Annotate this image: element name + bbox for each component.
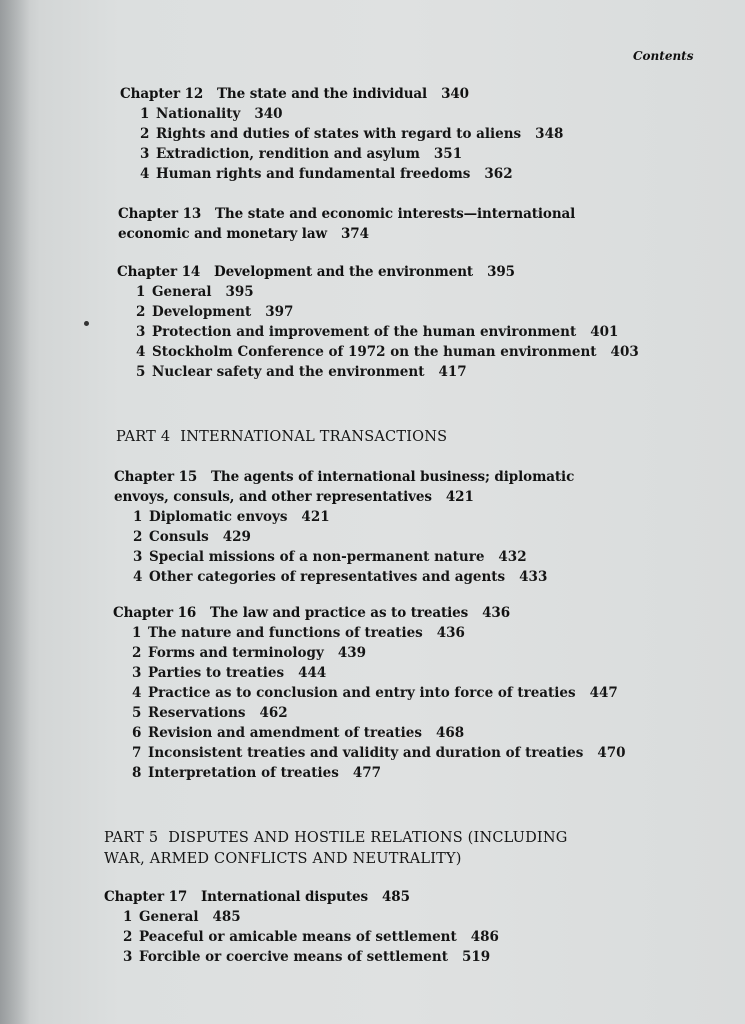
list-item: 7 Inconsistent treaties and validity and duration of treaties 470 bbox=[132, 745, 626, 761]
list-item: 5 Reservations 462 bbox=[132, 705, 288, 721]
list-item: 4 Human rights and fundamental freedoms 362 bbox=[140, 166, 513, 182]
running-header: Contents bbox=[633, 49, 694, 63]
list-item: 2 Forms and terminology 439 bbox=[132, 645, 367, 661]
chapter-12 bbox=[120, 84, 563, 184]
list-item: 8 Interpretation of treaties 477 bbox=[132, 765, 382, 781]
chapter-16 bbox=[113, 603, 626, 783]
chapter-17 bbox=[104, 887, 499, 967]
list-item: 2 Development 397 bbox=[136, 304, 294, 320]
page-number: 436 bbox=[482, 605, 511, 621]
part-5-heading: PART 5 DISPUTES AND HOSTILE RELATIONS (INCLUDING WAR, ARMED CONFLICTS AND NEUTRALITY) bbox=[104, 830, 568, 867]
list-item: 3 Extradiction, rendition and asylum 351 bbox=[140, 146, 463, 162]
list-item: 2 Rights and duties of states with regard to aliens 348 bbox=[140, 126, 564, 142]
list-item: 4 Stockholm Conference of 1972 on the human environment 403 bbox=[136, 344, 639, 360]
list-item: 1 Nationality 340 bbox=[140, 106, 283, 122]
page-number: 485 bbox=[382, 889, 410, 905]
list-item: 2 Consuls 429 bbox=[133, 529, 251, 545]
chapter-title: Chapter 12 The state and the individual 340 bbox=[120, 86, 469, 102]
list-item: 3 Special missions of a non-permanent nature 432 bbox=[133, 549, 527, 565]
chapter-title: Chapter 15 The agents of international business; diplomatic bbox=[114, 469, 575, 485]
page-number: 374 bbox=[341, 226, 369, 242]
list-item: 3 Forcible or coercive means of settlement 519 bbox=[123, 949, 491, 965]
list-item: 3 Parties to treaties 444 bbox=[132, 665, 327, 681]
chapter-title: Chapter 17 International disputes 485 bbox=[104, 889, 410, 905]
chapter-title: Chapter 16 The law and practice as to treaties 436 bbox=[113, 605, 511, 621]
list-item: 4 Other categories of representatives and agents 433 bbox=[133, 569, 548, 585]
chapter-title: Chapter 14 Development and the environment 395 bbox=[117, 264, 515, 280]
part-4-heading: PART 4 INTERNATIONAL TRANSACTIONS bbox=[116, 429, 448, 445]
page-number: 421 bbox=[445, 489, 474, 505]
list-item: 1 Diplomatic envoys 421 bbox=[133, 509, 330, 525]
list-item: 3 Protection and improvement of the human environment 401 bbox=[136, 324, 619, 340]
chapter-13: Chapter 13 The state and economic interests—international economic and monetary law 374 bbox=[118, 206, 576, 242]
list-item: 5 Nuclear safety and the environment 417 bbox=[136, 364, 467, 380]
list-item: 6 Revision and amendment of treaties 468 bbox=[132, 725, 465, 741]
chapter-15: Chapter 15 The agents of international business; diplomatic envoys, consuls, and other representatives 421 1 Diplomatic envoys 421 2 Consuls 429 3 Special missions of a non-permanent nature 432 4 Other categories of representatives and agents 433 bbox=[114, 469, 575, 585]
chapter-14 bbox=[117, 262, 639, 382]
list-item: 1 General 395 bbox=[136, 284, 254, 300]
page-number: 340 bbox=[441, 86, 469, 102]
list-item: 4 Practice as to conclusion and entry into force of treaties 447 bbox=[132, 685, 618, 701]
list-item: 1 General 485 bbox=[123, 909, 241, 925]
list-item: 1 The nature and functions of treaties 436 bbox=[132, 625, 465, 641]
ink-speck bbox=[84, 321, 89, 326]
chapter-title: Chapter 13 The state and economic interests—international bbox=[118, 206, 576, 222]
list-item: 2 Peaceful or amicable means of settlement 486 bbox=[123, 929, 499, 945]
page-number: 395 bbox=[487, 264, 515, 280]
page-edge-shadow bbox=[0, 0, 30, 1024]
